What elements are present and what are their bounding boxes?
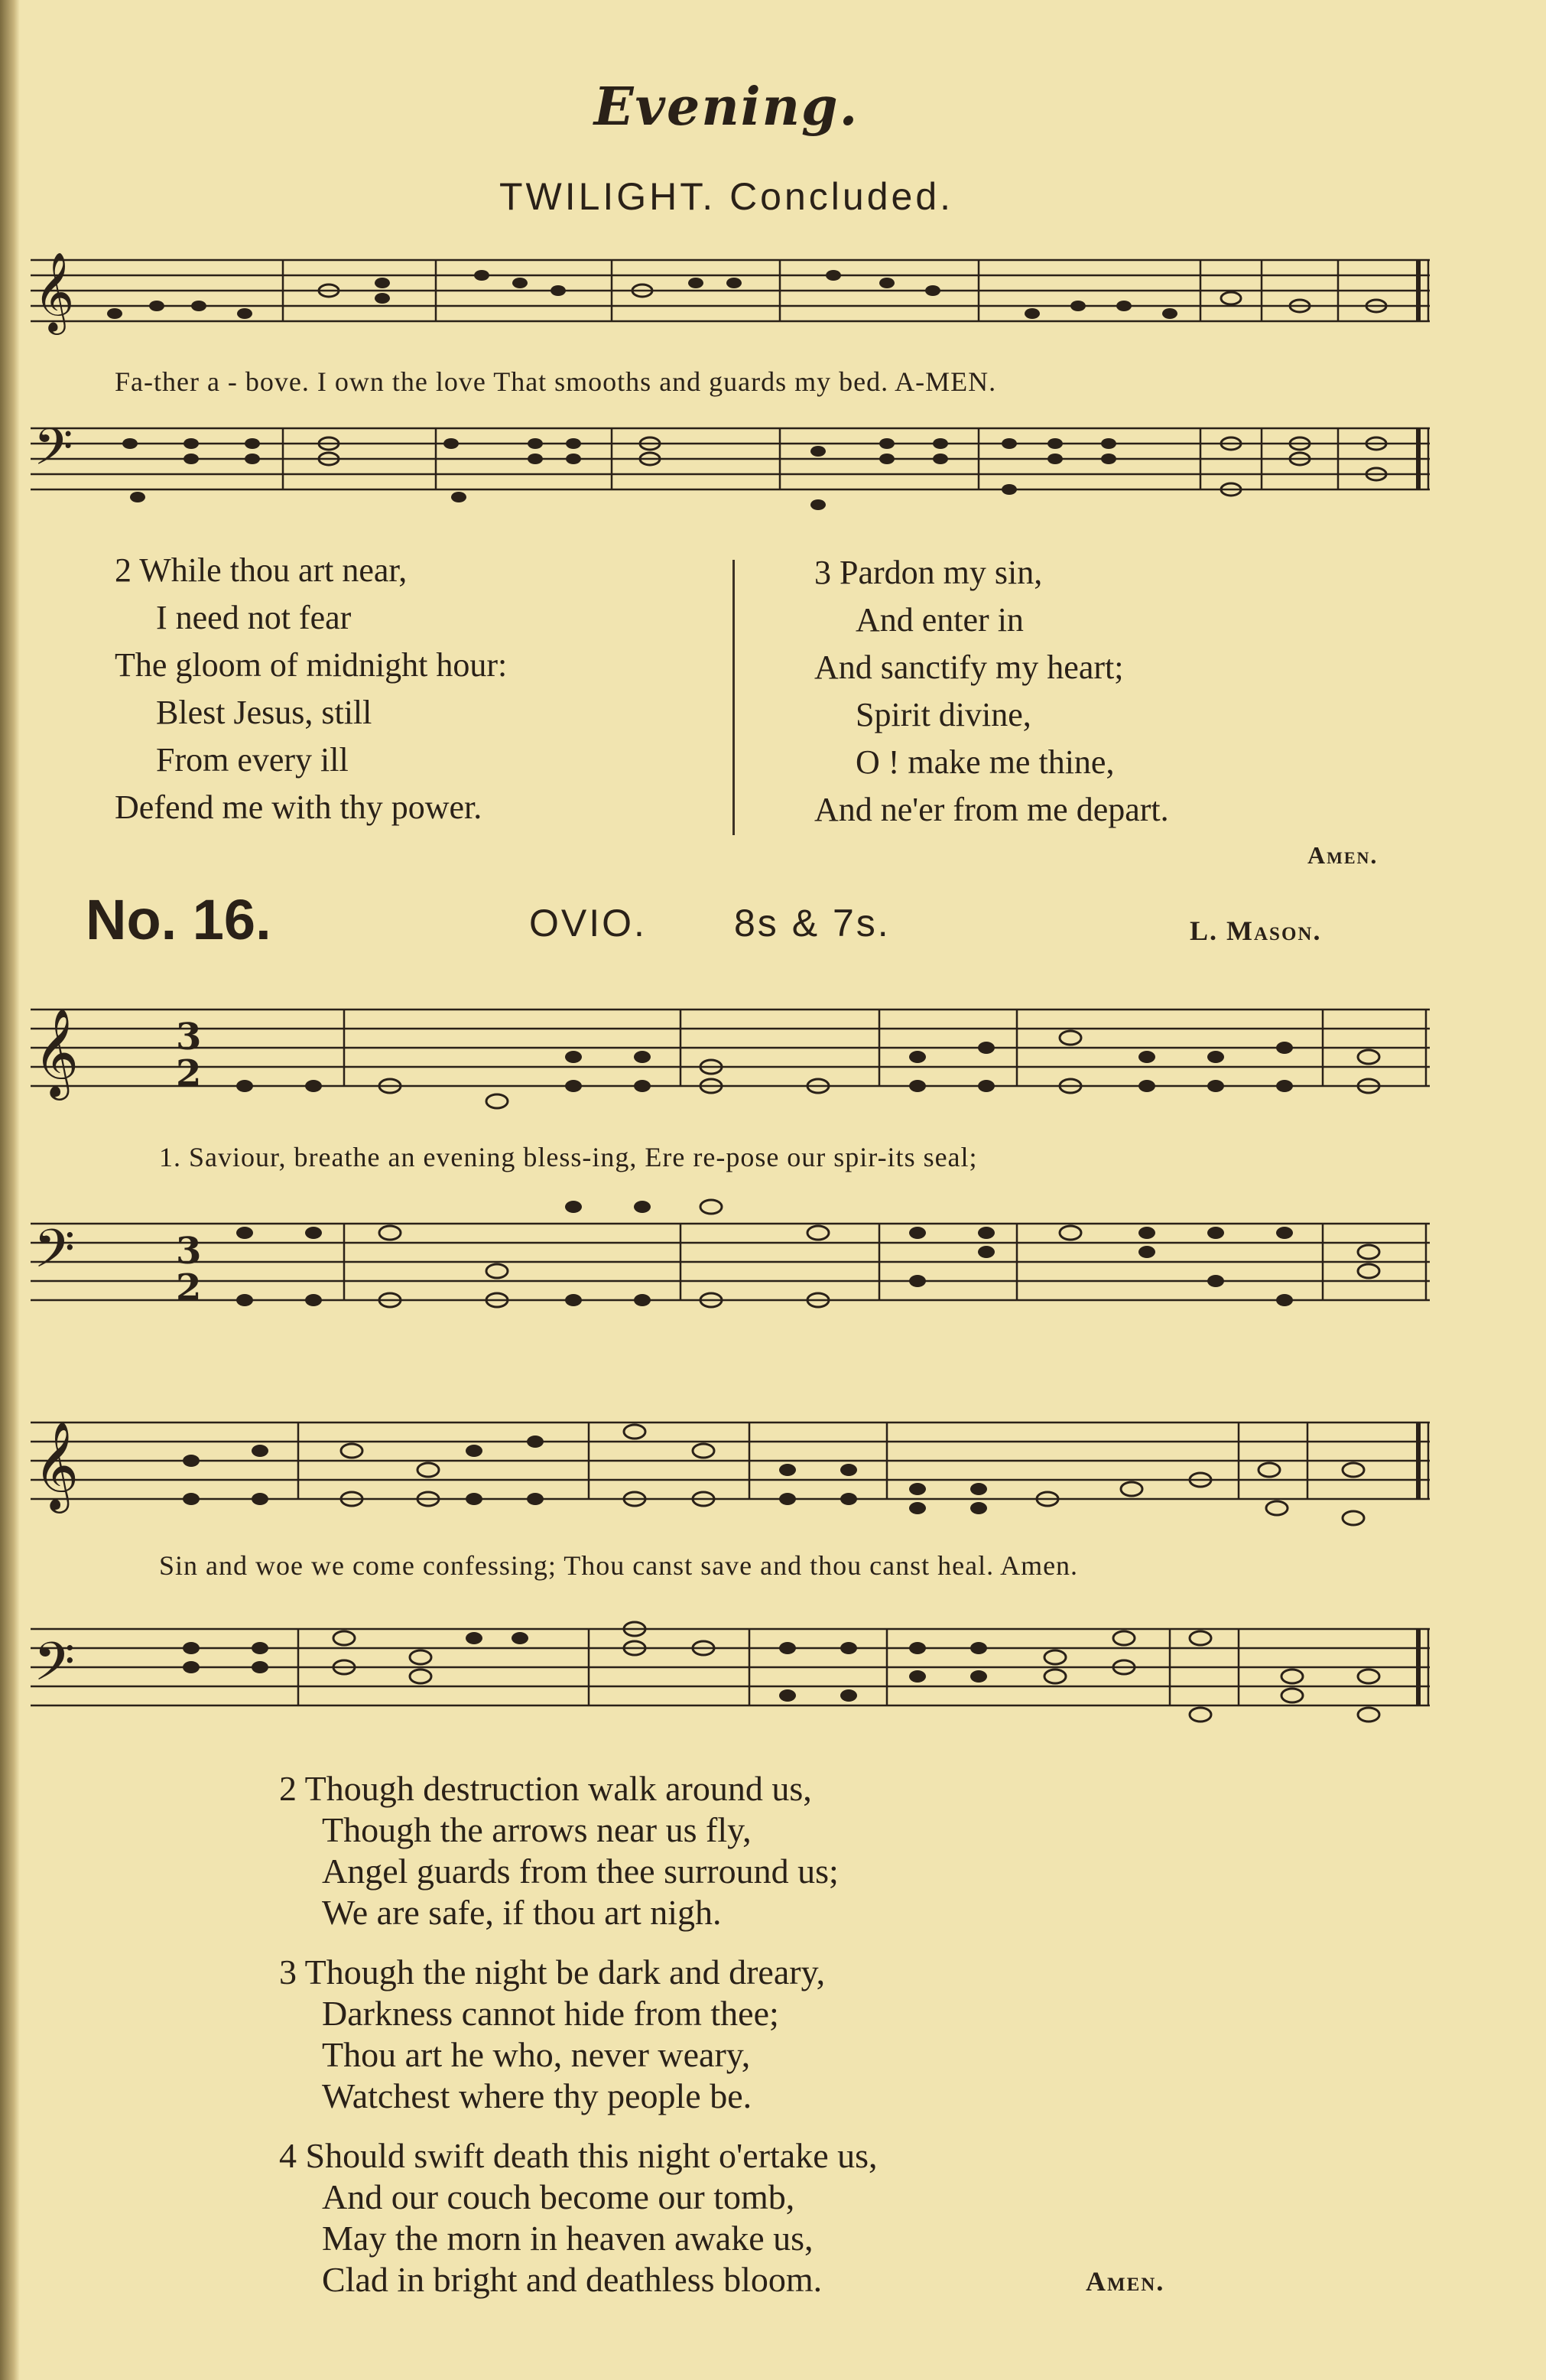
hymn-tune-name: OVIO. [529,902,647,945]
verse-line: The gloom of midnight hour: [115,646,508,684]
hymn16-system2-bass [23,1598,1437,1751]
verse-line: From every ill [156,741,349,779]
stanza [279,1768,878,1933]
twilight-amen: Amen. [1307,841,1379,869]
verse-line: Though the arrows near us fly, [322,1810,752,1849]
verse-line: Spirit divine, [856,696,1031,733]
twilight-bass-staff [23,413,1437,512]
verse-line: O ! make me thine, [856,743,1115,781]
verse-line: Angel guards from thee surround us; [322,1852,839,1891]
hymn16-verses [279,1768,878,2319]
bass-clef-icon: 𝄢 [34,1631,76,1705]
hymn16-system1-bass [23,1193,1437,1331]
verse-divider [732,560,735,835]
verse-line: Blest Jesus, still [156,694,372,731]
verse-line: 2 While thou art near, [115,551,408,589]
treble-clef-icon: 𝄞 [34,1007,80,1097]
hymn-number: No. 16. [86,888,271,951]
verse-line: Clad in bright and deathless bloom. [322,2260,823,2299]
verse-line: Darkness cannot hide from thee; [322,1994,779,2033]
verse-line: Watchest where thy people be. [322,2076,752,2115]
verse-line: And ne'er from me depart. [814,791,1169,828]
verse-line: 2 Though destruction walk around us, [279,1769,812,1808]
stanza [279,2135,878,2300]
running-head: Evening. [593,76,859,138]
time-signature-top: 3 [176,1016,202,1058]
hymn16-system2-treble [23,1392,1437,1522]
stanza [279,1952,878,2117]
twilight-verse-3 [814,549,1169,834]
verse-line: 4 Should swift death this night o'ertake us, [279,2136,878,2175]
hymn-meter: 8s & 7s. [734,902,891,945]
verse-line: 3 Though the night be dark and dreary, [279,1952,826,1991]
twilight-treble-staff [23,245,1437,337]
hymn-composer: L. Mason. [1190,915,1322,946]
hymn16-system1-treble [23,994,1437,1109]
time-signature-bottom: 2 [176,1052,202,1095]
bass-clef-icon: 𝄢 [34,418,73,489]
page-binding-edge [0,0,20,2380]
hymn16-amen: Amen. [1086,2266,1165,2297]
verse-line: We are safe, if thou art nigh. [322,1893,722,1932]
verse-line: And enter in [856,601,1024,639]
hymn16-lyric-line-2: Sin and woe we come confessing; Thou canst save and thou canst heal. Amen. [159,1550,1079,1581]
twilight-verse-2 [115,547,507,831]
verse-line: And our couch become our tomb, [322,2177,795,2216]
treble-clef-icon: 𝄞 [34,252,75,332]
time-signature-bottom: 2 [176,1266,202,1309]
time-signature-top: 3 [176,1230,202,1273]
verse-line: May the morn in heaven awake us, [322,2219,814,2258]
section-title: TWILIGHT. Concluded. [499,175,954,218]
verse-line: 3 Pardon my sin, [814,554,1043,591]
hymn16-lyric-line-1: 1. Saviour, breathe an evening bless-ing, Ere re-pose our spir-its seal; [159,1142,978,1172]
verse-line: Defend me with thy power. [115,788,482,826]
twilight-lyric: Fa-ther a - bove. I own the love That smooths and guards my bed. A-MEN. [115,366,997,397]
verse-line: I need not fear [156,599,352,636]
verse-line: And sanctify my heart; [814,649,1124,686]
bass-clef-icon: 𝄢 [34,1218,76,1292]
treble-clef-icon: 𝄞 [34,1420,80,1510]
verse-line: Thou art he who, never weary, [322,2035,751,2074]
